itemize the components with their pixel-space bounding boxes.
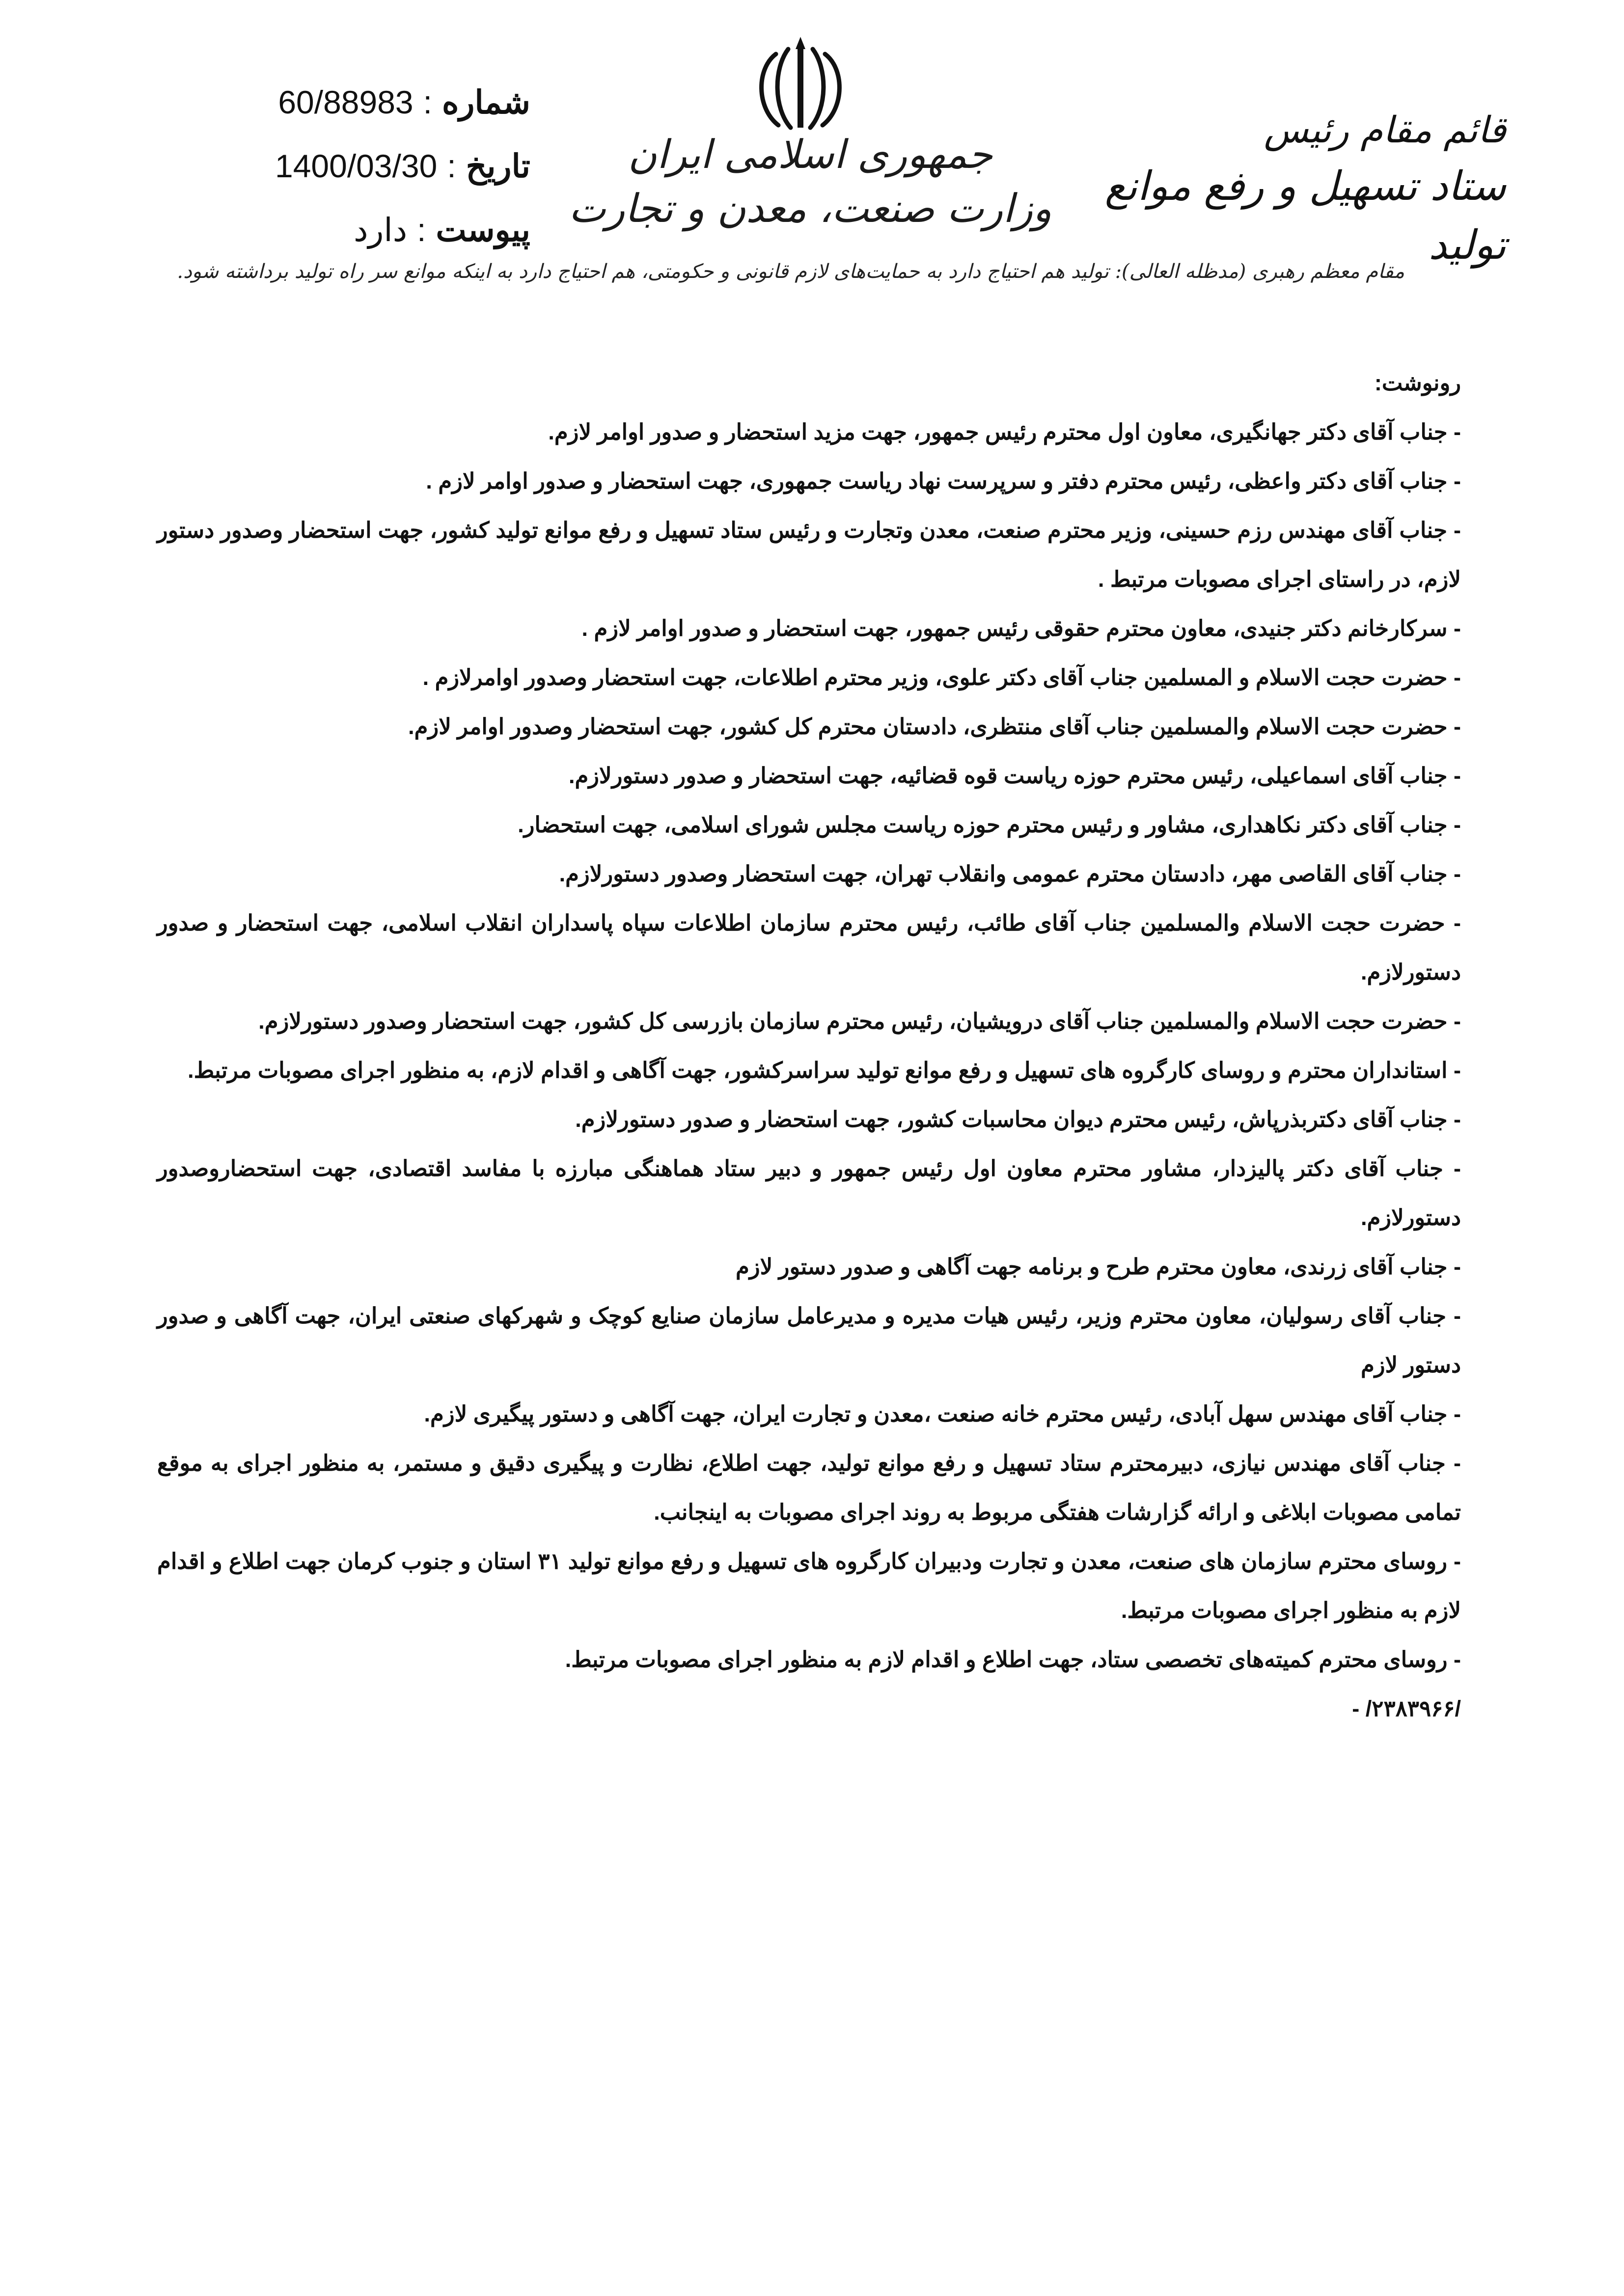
leader-quote: مقام معظم رهبری (مدظله العالی): تولید هم احتیاج دارد به حمایت‌های لازم قانونی و حکومتی، هم احتیاج دارد به اینکه موانع سر راه تولید برداشته شود. <box>177 260 1404 283</box>
attachment-value: دارد <box>354 212 408 248</box>
cc-item: - حضرت حجت الاسلام والمسلمین جناب آقای طائب، رئیس محترم سازمان اطلاعات سپاه پاسداران انقلاب اسلامی، جهت استحضار و صدور دستورلازم. <box>157 910 1461 984</box>
number-value: 60/88983 <box>278 84 413 120</box>
ministry-title: وزارت صنعت، معدن و تجارت <box>569 186 1052 231</box>
number-row: شماره : 60/88983 <box>278 84 530 120</box>
ministry-header <box>565 128 1056 236</box>
cc-item: - جناب آقای مهندس نیازی، دبیرمحترم ستاد تسهیل و رفع موانع تولید، جهت اطلاع، نظارت و پیگیری دقیق و مستمر، به منظور اجرای به موقع تمامی مصوبات ابلاغی و ارائه گزارشات هفتگی مربوط به روند اجرای مصوبات به اینجانب. <box>157 1450 1461 1525</box>
attachment-row: پیوست : دارد <box>354 212 530 248</box>
cc-item: - جناب آقای اسماعیلی، رئیس محترم حوزه ریاست قوه قضائیه، جهت استحضار و صدور دستورلازم. <box>568 763 1461 788</box>
cc-item: - جناب آقای دکتر جهانگیری، معاون اول محترم رئیس جمهور، جهت مزید استحضار و صدور اوامر لازم. <box>548 419 1461 444</box>
country-title: جمهوری اسلامی ایران <box>628 132 993 177</box>
cc-item: - جناب آقای دکتر نکاهداری، مشاور و رئیس محترم حوزه ریاست مجلس شورای اسلامی، جهت استحضار. <box>518 812 1461 837</box>
sender-title <box>1103 103 1506 275</box>
letter-body <box>157 358 1461 1733</box>
cc-item: - روسای محترم کمیته‌های تخصصی ستاد، جهت اطلاع و اقدام لازم به منظور اجرای مصوبات مرتبط. <box>565 1647 1461 1672</box>
reference-number: /۲۳۸۳۹۶۶/ - <box>1352 1696 1461 1721</box>
sender-role: قائم مقام رئیس <box>1264 109 1506 151</box>
cc-item: - جناب آقای مهندس رزم حسینی، وزیر محترم صنعت، معدن وتجارت و رئیس ستاد تسهیل و رفع موانع تولید کشور، جهت استحضار وصدور دستور لازم، در راستای اجرای مصوبات مرتبط . <box>157 518 1461 592</box>
cc-item: - جناب آقای رسولیان، معاون محترم وزیر، رئیس هیات مدیره و مدیرعامل سازمان صنایع کوچک و شهرکهای صنعتی ایران، جهت آگاهی و صدور دستور لازم <box>157 1303 1461 1377</box>
cc-item: - جناب آقای دکتر پالیزدار، مشاور محترم معاون اول رئیس جمهور و دبیر ستاد هماهنگی مبارزه با مفاسد اقتصادی، جهت استحضاروصدور دستورلازم. <box>157 1156 1461 1230</box>
emblem-icon <box>742 34 859 137</box>
cc-item: - سرکارخانم دکتر جنیدی، معاون محترم حقوقی رئیس جمهور، جهت استحضار و صدور اوامر لازم . <box>581 616 1461 641</box>
date-value: 1400/03/30 <box>275 148 438 184</box>
date-label: تاریخ <box>466 148 530 184</box>
cc-heading: رونوشت: <box>1374 370 1461 395</box>
cc-item: - جناب آقای زرندی، معاون محترم طرح و برنامه جهت آگاهی و صدور دستور لازم <box>736 1254 1461 1279</box>
cc-item: - جناب آقای مهندس سهل آبادی، رئیس محترم خانه صنعت ،معدن و تجارت ایران، جهت آگاهی و دستور پیگیری لازم. <box>424 1401 1461 1426</box>
cc-item: - استانداران محترم و روسای کارگروه های تسهیل و رفع موانع تولید سراسرکشور، جهت آگاهی و اقدام لازم، به منظور اجرای مصوبات مرتبط. <box>188 1058 1461 1083</box>
cc-item: - حضرت حجت الاسلام و المسلمین جناب آقای دکتر علوی، وزیر محترم اطلاعات، جهت استحضار وصدور اوامرلازم . <box>422 665 1461 690</box>
cc-item: - حضرت حجت الاسلام والمسلمین جناب آقای درویشیان، رئیس محترم سازمان بازرسی کل کشور، جهت استحضار وصدور دستورلازم. <box>258 1009 1461 1034</box>
letter-meta <box>177 83 530 275</box>
sender-office: ستاد تسهیل و رفع موانع تولید <box>1104 163 1506 269</box>
number-label: شماره <box>441 84 530 120</box>
attachment-label: پیوست <box>436 212 530 248</box>
cc-item: - جناب آقای دکتربذرپاش، رئیس محترم دیوان محاسبات کشور، جهت استحضار و صدور دستورلازم. <box>575 1107 1461 1132</box>
date-row: تاریخ : 1400/03/30 <box>275 148 530 184</box>
cc-item: - جناب آقای دکتر واعظی، رئیس محترم دفتر و سرپرست نهاد ریاست جمهوری، جهت استحضار و صدور اوامر لازم . <box>426 468 1461 493</box>
cc-item: - روسای محترم سازمان های صنعت، معدن و تجارت ودبیران کارگروه های تسهیل و رفع موانع تولید ۳۱ استان و جنوب کرمان جهت اطلاع و اقدام لازم به منظور اجرای مصوبات مرتبط. <box>157 1549 1461 1623</box>
cc-item: - جناب آقای القاصی مهر، دادستان محترم عمومی وانقلاب تهران، جهت استحضار وصدور دستورلازم. <box>559 861 1461 886</box>
cc-item: - حضرت حجت الاسلام والمسلمین جناب آقای منتظری، دادستان محترم کل کشور، جهت استحضار وصدور اوامر لازم. <box>408 714 1461 739</box>
